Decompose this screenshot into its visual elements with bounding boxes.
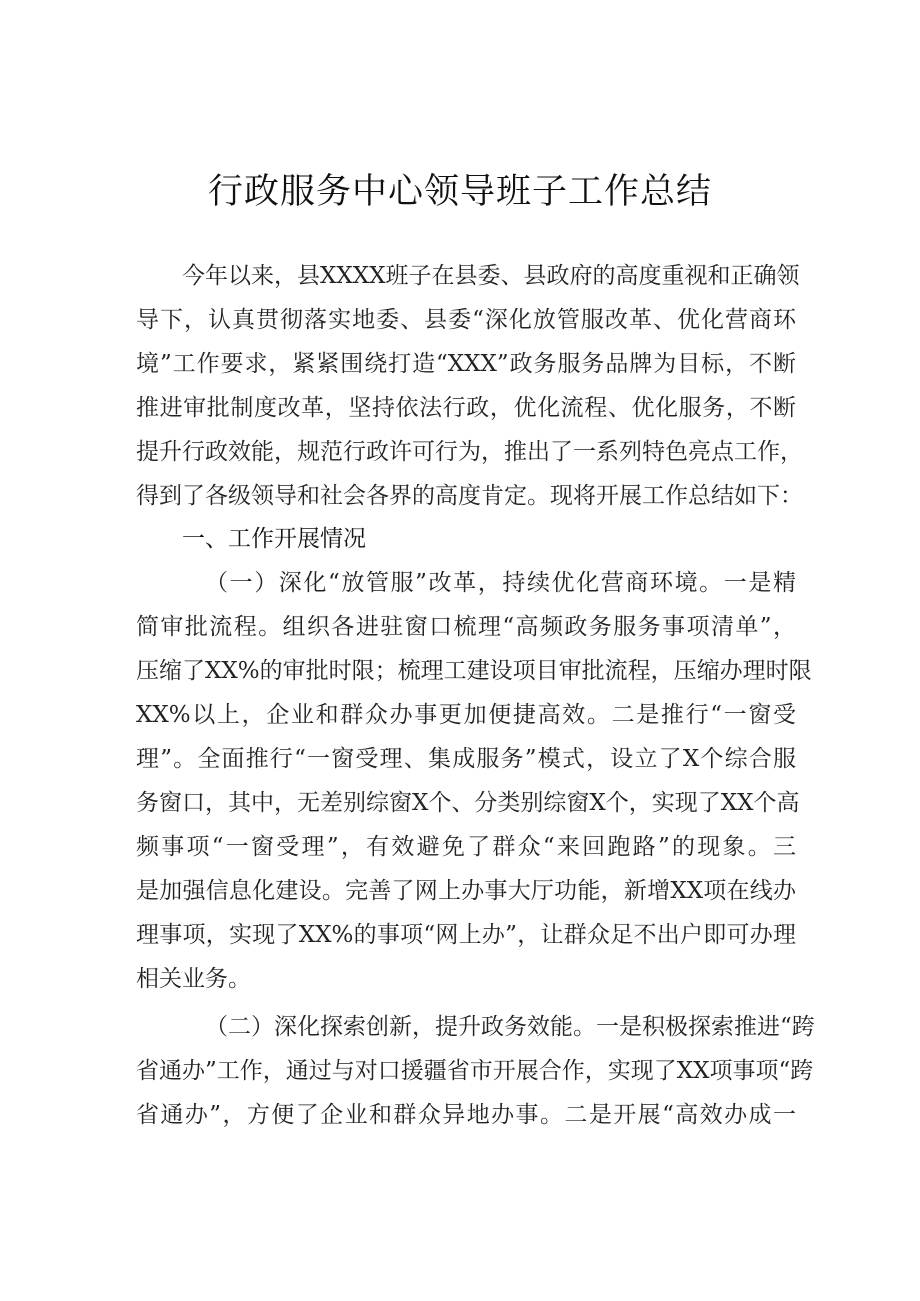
para2-line-2: 省通办”工作，通过与对口援疆省市开展合作，实现了XX项事项“跨 — [136, 1058, 814, 1084]
intro-line-6: 得到了各级领导和社会各界的高度肯定。现将开展工作总结如下： — [136, 483, 803, 509]
intro-line-2: 导下，认真贯彻落实地委、县委“深化放管服改革、优化营商环 — [136, 307, 796, 333]
para2-line-1: （二）深化探索创新，提升政务效能。一是积极探索推进“跨 — [205, 1014, 815, 1040]
intro-line-1: 今年以来，县XXXX班子在县委、县政府的高度重视和正确领 — [182, 263, 800, 289]
para1-line-9: 理事项，实现了XX%的事项“网上办”，让群众足不出户即可办理 — [136, 922, 796, 948]
para1-line-6: 务窗口，其中，无差别综窗X个、分类别综窗X个，实现了XX个高 — [136, 790, 800, 816]
intro-line-3: 境”工作要求，紧紧围绕打造“XXX”政务服务品牌为目标，不断 — [136, 351, 796, 377]
para1-line-10: 相关业务。 — [136, 966, 251, 992]
para1-line-2: 简审批流程。组织各进驻窗口梳理“高频政务服务事项清单”， — [136, 614, 796, 640]
intro-line-5: 提升行政效能，规范行政许可行为，推出了一系列特色亮点工作， — [136, 439, 803, 465]
para1-line-1: （一）深化“放管服”改革，持续优化营商环境。一是精 — [205, 570, 796, 596]
section-heading-1: 一、工作开展情况 — [182, 526, 366, 552]
para2-line-3: 省通办”，方便了企业和群众异地办事。二是开展“高效办成一 — [136, 1102, 796, 1128]
intro-line-4: 推进审批制度改革，坚持依法行政，优化流程、优化服务，不断 — [136, 395, 796, 421]
para1-line-7: 频事项“一窗受理”，有效避免了群众“来回跑路”的现象。三 — [136, 834, 796, 860]
para1-line-3: 压缩了XX%的审批时限；梳理工建设项目审批流程，压缩办理时限 — [136, 658, 812, 684]
para1-line-8: 是加强信息化建设。完善了网上办事大厅功能，新增XX项在线办 — [136, 878, 796, 904]
para1-line-5: 理”。全面推行“一窗受理、集成服务”模式，设立了X个综合服 — [136, 746, 796, 772]
para1-line-4: XX%以上，企业和群众办事更加便捷高效。二是推行“一窗受 — [136, 702, 796, 728]
document-title: 行政服务中心领导班子工作总结 — [207, 172, 712, 212]
